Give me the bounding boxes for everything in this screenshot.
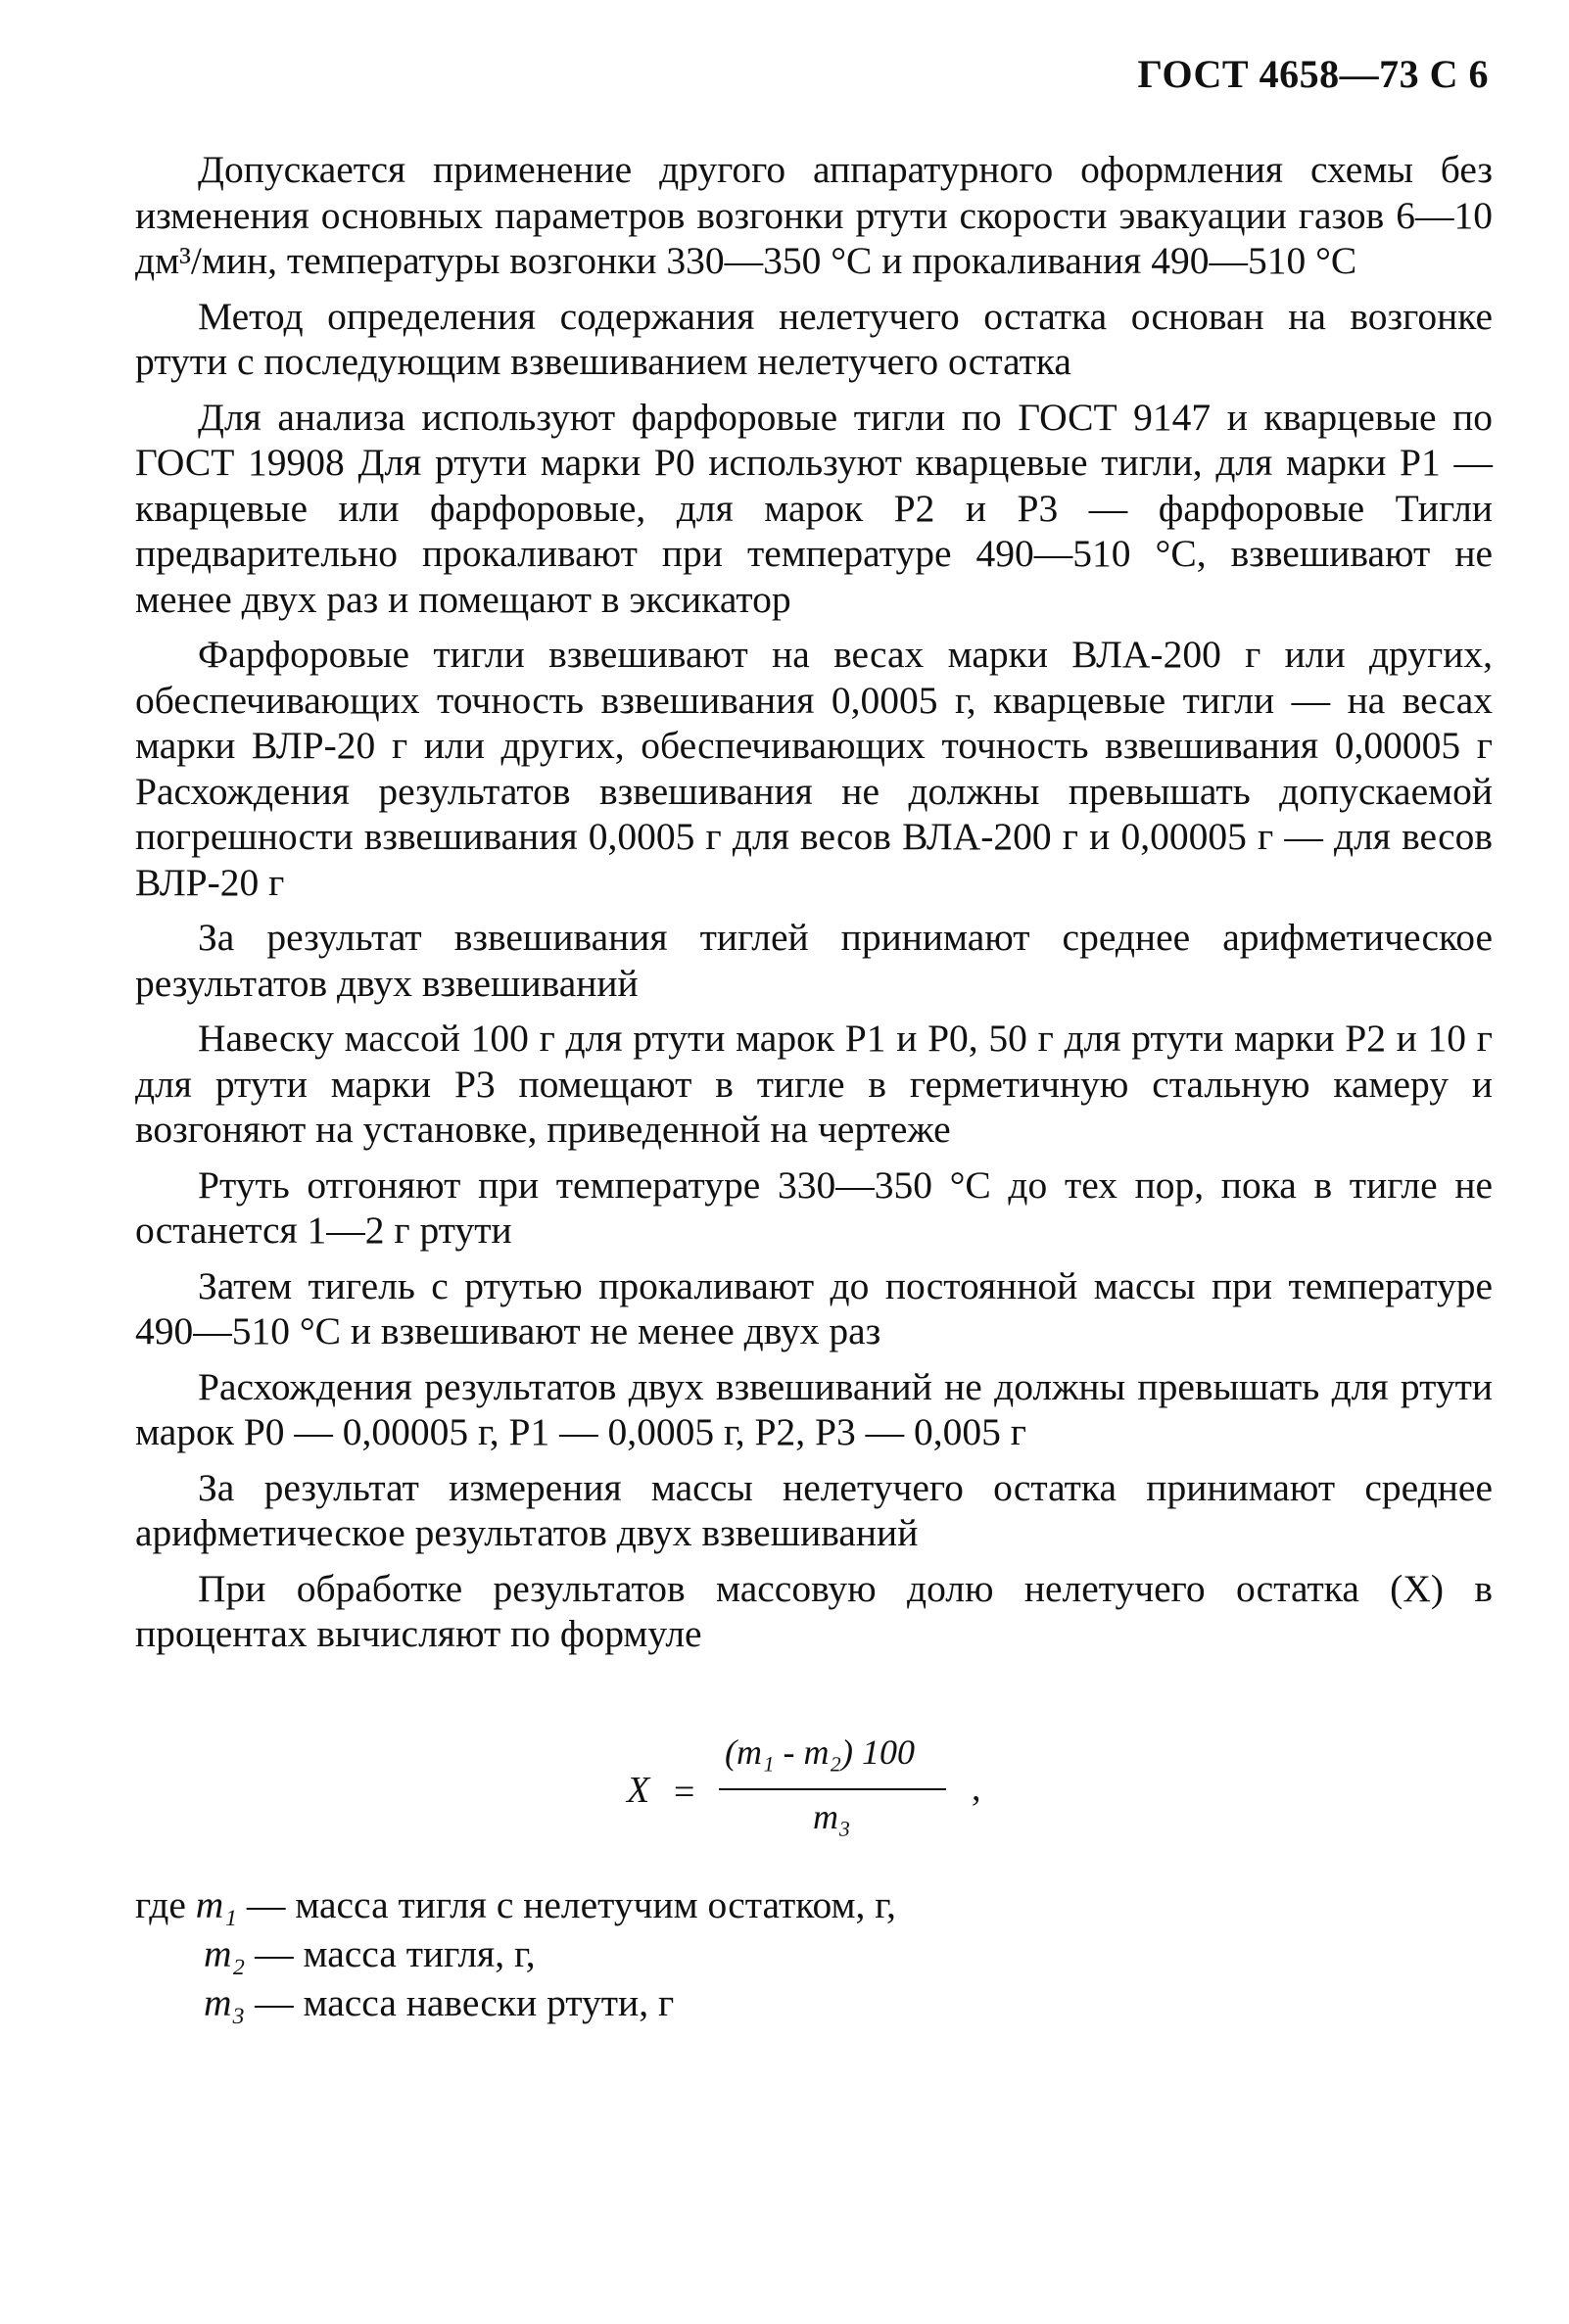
paragraph: Ртуть отгоняют при температуре 330—350 °С до тех пор, пока в тигле не останется 1—2 г ртути [135, 1162, 1493, 1252]
definition-text: — масса тигля, г, [255, 1932, 536, 1975]
paragraph: Затем тигель с ртутью прокаливают до постоянной массы при температуре 490—510 °С и взвешивают не менее двух раз [135, 1263, 1493, 1352]
definition-text: — масса навески ртути, г [255, 1981, 675, 2024]
definition-prefix: где [135, 1883, 186, 1926]
definition-text: — масса тигля с нелетучим остатком, г, [246, 1883, 896, 1926]
page-header-standard: ГОСТ 4658—73 С 6 [1137, 52, 1489, 96]
definition-symbol: m₂ [204, 1932, 246, 1975]
paragraph: Фарфоровые тигли взвешивают на весах марки ВЛА-200 г или других, обеспечивающих точность взвешивания 0,0005 г, кварцевые тигли — на весах марки ВЛР-20 г или других, обеспечивающих точность взвешивания 0,00005 г Расхождения результатов взвешивания не должны превышать допускаемой погрешности взвешивания 0,0005 г для весов ВЛА-200 г и 0,00005 г — для весов ВЛР-20 г [135, 633, 1493, 904]
formula-equals: = [674, 1772, 695, 1813]
definition-row [135, 1880, 896, 1929]
definition-symbol: m₃ [204, 1981, 246, 2024]
definition-symbol: m₁ [195, 1883, 238, 1926]
paragraph: Допускается применение другого аппаратурного оформления схемы без изменения основных параметров возгонки ртути скорости эвакуации газов 6—10 дм³/мин, температуры возгонки 330—350 °С и прокаливания 490—510 °С [135, 148, 1493, 282]
paragraph: Расхождения результатов двух взвешиваний не должны превышать для ртути марок Р0 — 0,00005 г, Р1 — 0,0005 г, Р2, Р3 — 0,005 г [135, 1364, 1493, 1453]
fraction-bar [719, 1788, 946, 1790]
formula-trailing: , [972, 1768, 981, 1809]
definitions [135, 1880, 896, 2027]
paragraph: При обработке результатов массовую долю нелетучего остатка (X) в процентах вычисляют по формуле [135, 1566, 1493, 1655]
formula-denominator: m₃ [813, 1797, 851, 1836]
paragraph: Метод определения содержания нелетучего остатка основан на возгонке ртути с последующим взвешиванием нелетучего остатка [135, 294, 1493, 383]
formula-numerator: (m₁ - m₂) 100 [725, 1732, 915, 1772]
definition-row [135, 1978, 896, 2027]
definition-row [135, 1929, 896, 1978]
paragraph: Для анализа используют фарфоровые тигли по ГОСТ 9147 и кварцевые по ГОСТ 19908 Для ртути марки Р0 используют кварцевые тигли, для марки Р1 — кварцевые или фарфоровые, для марок Р2 и Р3 — фарфоровые Тигли предварительно прокаливают при температуре 490—510 °С, взвешивают не менее двух раз и помещают в эксикатор [135, 395, 1493, 621]
paragraph: Навеску массой 100 г для ртути марок Р1 и Р0, 50 г для ртути марки Р2 и 10 г для ртути марки Р3 помещают в тигле в герметичную стальную камеру и возгоняют на установке, приведенной на чертеже [135, 1017, 1493, 1151]
paragraph: За результат взвешивания тиглей принимают среднее арифметическое результатов двух взвешиваний [135, 916, 1493, 1005]
paragraph: За результат измерения массы нелетучего остатка принимают среднее арифметическое результатов двух взвешиваний [135, 1465, 1493, 1554]
formula [627, 1731, 1019, 1859]
formula-lhs: X [627, 1770, 650, 1811]
body-text [135, 147, 1493, 1667]
